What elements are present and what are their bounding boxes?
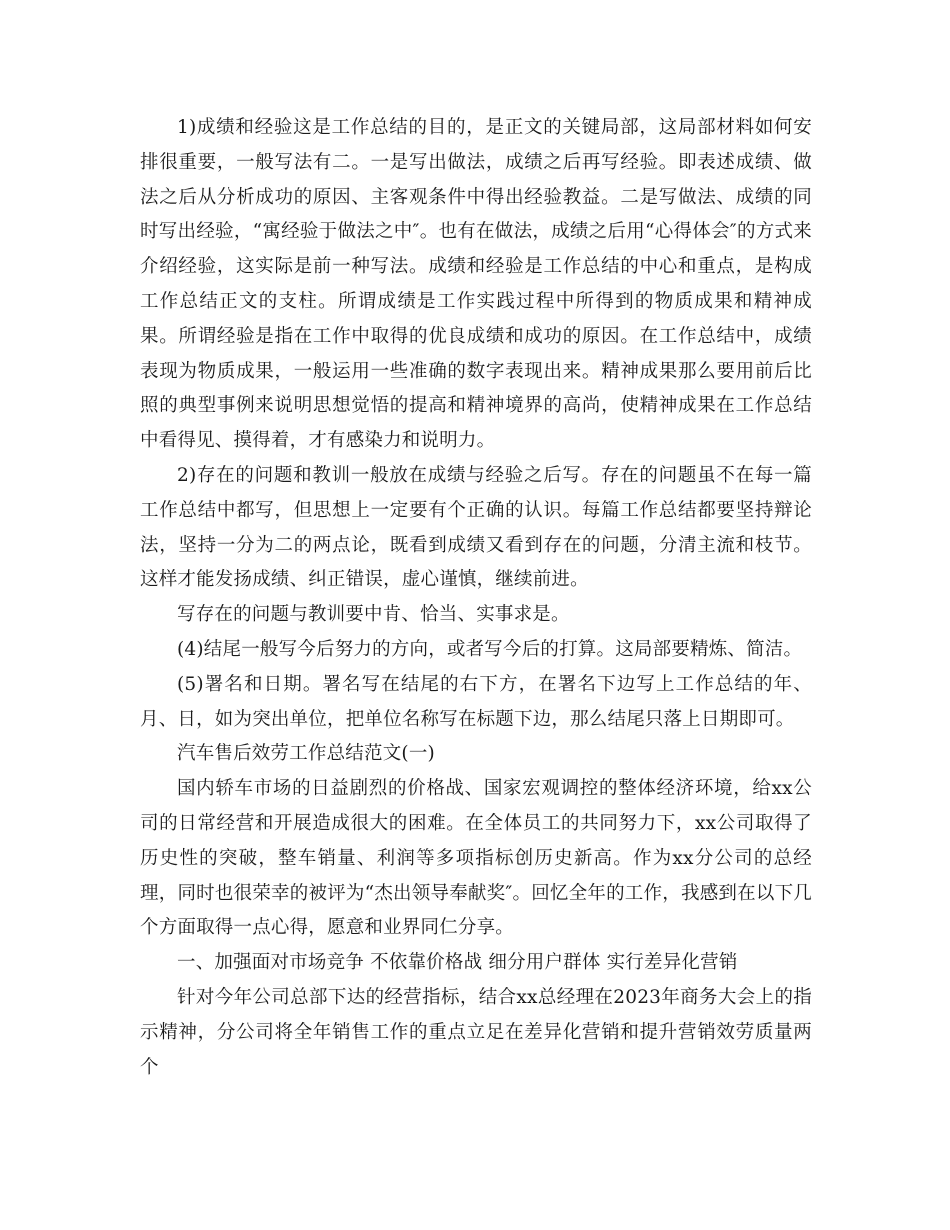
paragraph-signature-date: (5)署名和日期。署名写在结尾的右下方，在署名下边写上工作总结的年、月、日，如为突出单位，把单位名称写在标题下边，那么结尾只落上日期即可。 (140, 673, 812, 730)
paragraph-problems-lessons: 2)存在的问题和教训一般放在成绩与经验之后写。存在的问题虽不在每一篇工作总结中都写，但思想上一定要有个正确的认识。每篇工作总结都要坚持辩论法，坚持一分为二的两点论，既看到成绩又看到存在的问题，分清主流和枝节。这样才能发扬成绩、纠正错误，虚心谨慎，继续前进。 (140, 464, 812, 591)
paragraph-achievements-experience: 1)成绩和经验这是工作总结的目的，是正文的关键局部，这局部材料如何安排很重要，一般写法有二。一是写出做法，成绩之后再写经验。即表述成绩、做法之后从分析成功的原因、主客观条件中得出经验教益。二是写做法、成绩的同时写出经验，“寓经验于做法之中″。也有在做法，成绩之后用“心得体会″的方式来介绍经验，这实际是前一种写法。成绩和经验是工作总结的中心和重点，是构成工作总结正文的支柱。所谓成绩是工作实践过程中所得到的物质成果和精神成果。所谓经验是指在工作中取得的优良成绩和成功的原因。在工作总结中，成绩表现为物质成果，一般运用一些准确的数字表现出来。精神成果那么要用前后比照的典型事例来说明思想觉悟的提高和精神境界的高尚，使精神成果在工作总结中看得见、摸得着，才有感染力和说明力。 (140, 117, 812, 452)
paragraph-ending: (4)结尾一般写今后努力的方向，或者写今后的打算。这局部要精炼、简洁。 (177, 638, 803, 660)
section-title-sample-essay: 汽车售后效劳工作总结范文(一) (177, 743, 435, 765)
paragraph-sales-targets: 针对今年公司总部下达的经营指标，结合xx总经理在2023年商务大会上的指示精神，分公司将全年销售工作的重点立足在差异化营销和提升营销效劳质量两个 (140, 986, 812, 1078)
document-body (140, 111, 812, 1085)
heading-section-one: 一、加强面对市场竞争 不依靠价格战 细分用户群体 实行差异化营销 (177, 952, 738, 974)
paragraph-problems-writing-tip: 写存在的问题与教训要中肯、恰当、实事求是。 (177, 604, 570, 626)
paragraph-market-context: 国内轿车市场的日益剧烈的价格战、国家宏观调控的整体经济环境，给xx公司的日常经营和开展造成很大的困难。在全体员工的共同努力下，xx公司取得了历史性的突破，整车销量、利润等多项指标创历史新高。作为xx分公司的总经理，同时也很荣幸的被评为“杰出领导奉献奖″。回忆全年的工作，我感到在以下几个方面取得一点心得，愿意和业界同仁分享。 (140, 778, 812, 939)
